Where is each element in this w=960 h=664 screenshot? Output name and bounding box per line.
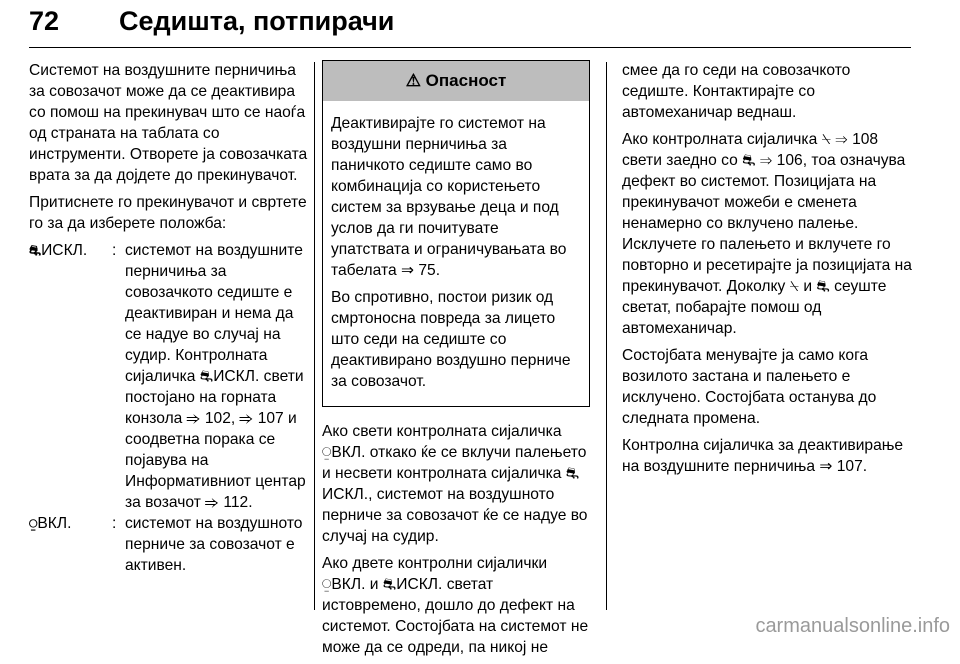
page-header: [29, 2, 911, 46]
right-paragraph-3: Состојбата менувајте ја само кога возилото застана и палењето е исклучено. Состојбата останува до следната промена.: [622, 347, 877, 427]
column-left: [29, 60, 309, 576]
danger-warning-box: [322, 60, 590, 407]
column-divider-2: [606, 62, 607, 610]
airbag-on-icon: ⍜: [29, 515, 38, 531]
instruction-paragraph: Притиснете го прекинувачот и свртете го за да изберете положба:: [29, 194, 307, 232]
right-paragraph-1: смее да го седи на совозачкото седиште. Контактирајте со автомеханичар веднаш.: [622, 62, 851, 121]
watermark: carmanualsonline.info: [755, 615, 950, 637]
warning-paragraph-1: Деактивирајте го системот на воздушни перничиња за паничкото седиште само во комбинација со користењето систем за врзување деца и под услов да ги почитувате упатствата и ограничувањата во табелата ⇒ 75.: [331, 115, 567, 279]
header-rule: [29, 47, 911, 48]
position-off-separator: :: [112, 242, 117, 259]
middle-paragraph-2: Ако двете контролни сијалички ⍜ВКЛ. и ⛐ИСКЛ. светат истовремено, дошло до дефект на системот. Состојбата на системот не може да се одреди, па никој не: [322, 555, 589, 656]
position-on-separator: :: [112, 515, 117, 532]
airbag-off-icon: ⛐: [29, 242, 42, 258]
position-off-term: [29, 240, 112, 513]
column-divider-1: [314, 62, 315, 610]
right-paragraph-2: Ако контролната сијаличка ⍀ ⇒ 108 свети заедно со ⛐ ⇒ 106, тоа означува дефект во системот. Позицијата на прекинувачот можеби е сменета ненамерно со вклучено палење. Исклучете го палењето и вклучете го повторно и ресетирајте ја позицијата на прекинувачот. Доколку ⍀ и ⛐ сеуште светат, побарајте помош од автомеханичар.: [622, 131, 912, 337]
switch-positions-list: [29, 240, 309, 576]
column-right: [622, 60, 914, 483]
middle-paragraph-1: Ако свети контролната сијаличка ⍜ВКЛ. откако ќе се вклучи палењето и несвети контролната сијаличка ⛐ИСКЛ., системот на воздушното перниче за совозачот ќе се надуе во случај на судир.: [322, 423, 588, 545]
warning-paragraph-2: Во спротивно, постои ризик од смртоносна повреда за лицето што седи на седиште со деактивирано воздушно перниче за совозачот.: [331, 289, 571, 390]
position-on-label: ВКЛ.: [37, 515, 72, 532]
intro-paragraph: Системот на воздушните перничиња за совозачот може да се деактивира со помош на прекинувач што се наоѓа од страната на таблата со инструменти. Отворете ја совозачката врата за да дојдете до прекинувачот.: [29, 62, 308, 184]
position-on-description: системот на воздушното перниче за совозачот е активен.: [125, 515, 303, 574]
warning-title: ⚠ Опасност: [323, 61, 589, 101]
position-off-label: ИСКЛ.: [41, 242, 88, 259]
warning-body: [323, 101, 589, 406]
position-on-term: [29, 513, 112, 576]
right-paragraph-4: Контролна сијаличка за деактивирање на воздушните перничиња ⇒ 107.: [622, 437, 904, 475]
column-middle: [322, 60, 594, 664]
position-off-description: системот на воздушните перничиња за совозачкото седиште е деактивиран и нема да се надуе во случај на судир. Контролната сијаличка ⛐ИСКЛ. свети постојано на горната конзола ⇒ 102, ⇒ 107 и соодветна порака се појавува на Информативниот центар за возачот ⇒ 112.: [125, 242, 306, 511]
page-number: 72: [29, 6, 60, 36]
section-title: Седишта, потпирачи: [119, 6, 395, 36]
